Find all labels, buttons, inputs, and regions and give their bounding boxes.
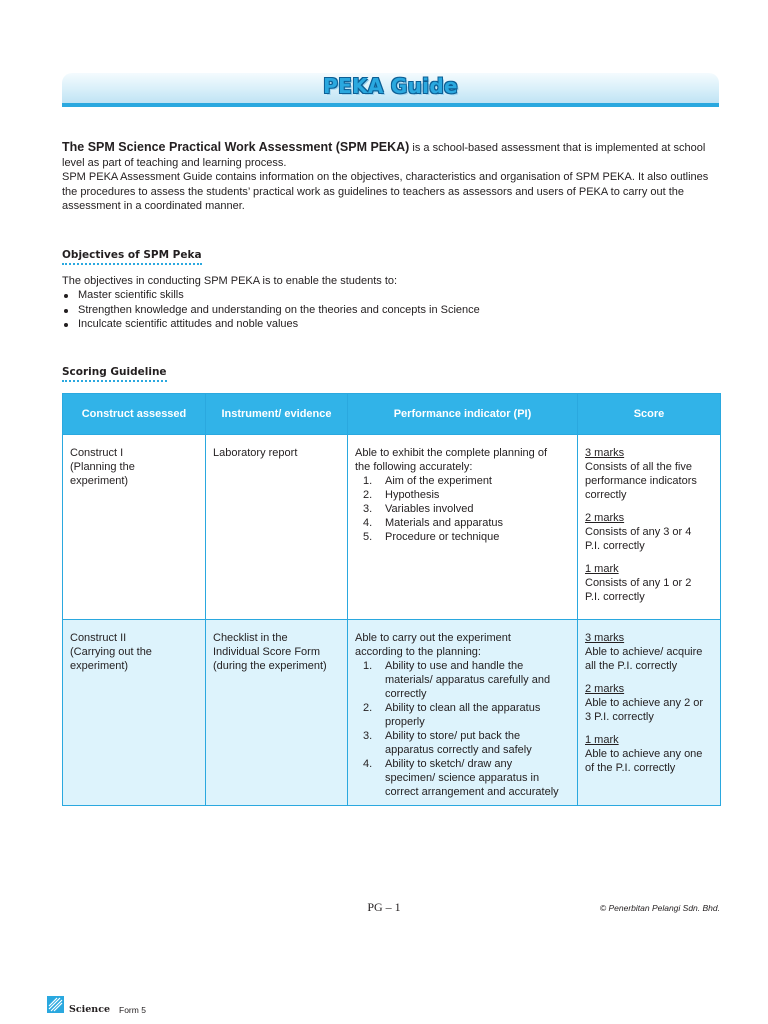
cell-line: Individual Score Form (213, 646, 320, 658)
indicator-item (355, 757, 570, 799)
indicator-number: 1. (363, 660, 373, 672)
indicator-list (355, 659, 570, 799)
objectives-intro: The objectives in conducting SPM PEKA is to enable the students to: (62, 275, 398, 287)
cell-line: the following accurately: (355, 461, 473, 473)
title-banner-underline (62, 103, 719, 107)
score-block (585, 631, 713, 673)
table-row (63, 435, 721, 620)
score-cell (578, 435, 721, 620)
cell-line: Laboratory report (213, 447, 298, 459)
objectives-section (62, 274, 722, 331)
indicator-line: correct arrangement and accurately (385, 786, 559, 798)
indicator-item (355, 488, 570, 502)
cell-line: (Planning the (70, 461, 135, 473)
score-title: 3 marks (585, 632, 625, 644)
score-line: correctly (585, 489, 627, 501)
indicator-number: 2. (363, 702, 373, 714)
indicator-line: correctly (385, 688, 427, 700)
objectives-heading: Objectives of SPM Peka (62, 249, 202, 265)
scoring-heading: Scoring Guideline (62, 366, 167, 382)
cell-line: (during the experiment) (213, 660, 327, 672)
indicator-line: Procedure or technique (385, 531, 500, 543)
table-row (63, 620, 721, 806)
indicator-line: apparatus correctly and safely (385, 744, 532, 756)
objective-item: Inculcate scientific attitudes and noble values (62, 317, 722, 331)
indicator-line: specimen/ science apparatus in (385, 772, 540, 784)
indicator-list (355, 474, 570, 544)
performance-indicator-cell (348, 620, 578, 806)
indicator-item (355, 659, 570, 701)
cell-line: experiment) (70, 660, 129, 672)
score-line: Able to achieve any one (585, 748, 703, 760)
cell-line: Construct I (70, 447, 124, 459)
cell-line: according to the planning: (355, 646, 481, 658)
score-title: 1 mark (585, 563, 619, 575)
scoring-table (62, 393, 721, 806)
indicator-line: Aim of the experiment (385, 475, 492, 487)
score-line: P.I. correctly (585, 540, 645, 552)
page-number: PG – 1 (367, 900, 401, 914)
column-header: Instrument/ evidence (206, 394, 348, 435)
indicator-line: properly (385, 716, 425, 728)
score-line: performance indicators (585, 475, 697, 487)
indicator-number: 1. (363, 475, 373, 487)
footer-subject: Science (69, 1004, 111, 1015)
indicator-line: materials/ apparatus carefully and (385, 674, 551, 686)
score-line: Consists of all the five (585, 461, 692, 473)
construct-cell (63, 620, 206, 806)
score-title: 1 mark (585, 734, 619, 746)
cell-line: experiment) (70, 475, 129, 487)
performance-indicator-cell (348, 435, 578, 620)
score-line: Able to achieve/ acquire (585, 646, 703, 658)
table-header-row (63, 394, 721, 435)
cell-line: Checklist in the (213, 632, 288, 644)
score-line: of the P.I. correctly (585, 762, 676, 774)
indicator-number: 4. (363, 517, 373, 529)
indicator-number: 3. (363, 503, 373, 515)
score-line: P.I. correctly (585, 591, 645, 603)
indicator-item (355, 729, 570, 757)
score-line: Able to achieve any 2 or (585, 697, 704, 709)
score-title: 2 marks (585, 683, 625, 695)
indicator-item (355, 502, 570, 516)
score-line: all the P.I. correctly (585, 660, 678, 672)
footer-form: Form 5 (119, 1005, 146, 1015)
construct-cell (63, 435, 206, 620)
publisher-logo-icon (47, 996, 64, 1013)
objective-item: Strengthen knowledge and understanding on the theories and concepts in Science (62, 303, 722, 317)
intro-paragraph: SPM PEKA Assessment Guide contains information on the objectives, characteristics and organisation of SPM PEKA. It also outlines the procedures to assess the students’ practical work as guidelines to teachers as assessors and users of PEKA to carry out the assessment in a coordinated manner. (62, 171, 709, 212)
cell-line: Able to exhibit the complete planning of (355, 447, 548, 459)
intro-lead-rest: is a school-based assessment that is implemented at school level as part of teaching and learning process. (62, 142, 706, 169)
score-block (585, 446, 713, 502)
score-title: 3 marks (585, 447, 625, 459)
indicator-item (355, 530, 570, 544)
page-title-banner (62, 73, 719, 108)
instrument-cell (206, 620, 348, 806)
indicator-number: 4. (363, 758, 373, 770)
column-header: Performance indicator (PI) (348, 394, 578, 435)
indicator-number: 2. (363, 489, 373, 501)
indicator-number: 3. (363, 730, 373, 742)
score-cell (578, 620, 721, 806)
score-line: Consists of any 3 or 4 (585, 526, 692, 538)
indicator-number: 5. (363, 531, 373, 543)
indicator-line: Ability to clean all the apparatus (385, 702, 541, 714)
objectives-list (62, 288, 722, 331)
score-block (585, 733, 713, 775)
intro-first-paragraph (62, 140, 722, 170)
indicator-item (355, 516, 570, 530)
indicator-line: Variables involved (385, 503, 474, 515)
indicator-line: Ability to store/ put back the (385, 730, 521, 742)
indicator-item (355, 474, 570, 488)
indicator-line: Ability to sketch/ draw any (385, 758, 513, 770)
score-line: Consists of any 1 or 2 (585, 577, 692, 589)
score-line: 3 P.I. correctly (585, 711, 654, 723)
indicator-line: Ability to use and handle the (385, 660, 524, 672)
indicator-line: Materials and apparatus (385, 517, 504, 529)
intro-lead: The SPM Science Practical Work Assessment (SPM PEKA) (62, 140, 410, 154)
indicator-line: Hypothesis (385, 489, 440, 501)
score-block (585, 511, 713, 553)
page-title: PEKA Guide (323, 74, 458, 98)
score-block (585, 562, 713, 604)
cell-line: Construct II (70, 632, 127, 644)
cell-line: (Carrying out the (70, 646, 152, 658)
column-header: Construct assessed (63, 394, 206, 435)
instrument-cell (206, 435, 348, 620)
intro-section (62, 140, 722, 214)
score-title: 2 marks (585, 512, 625, 524)
column-header: Score (578, 394, 721, 435)
cell-line: Able to carry out the experiment (355, 632, 511, 644)
score-block (585, 682, 713, 724)
copyright-notice: © Penerbitan Pelangi Sdn. Bhd. (599, 903, 720, 913)
objective-item: Master scientific skills (62, 288, 722, 302)
indicator-item (355, 701, 570, 729)
